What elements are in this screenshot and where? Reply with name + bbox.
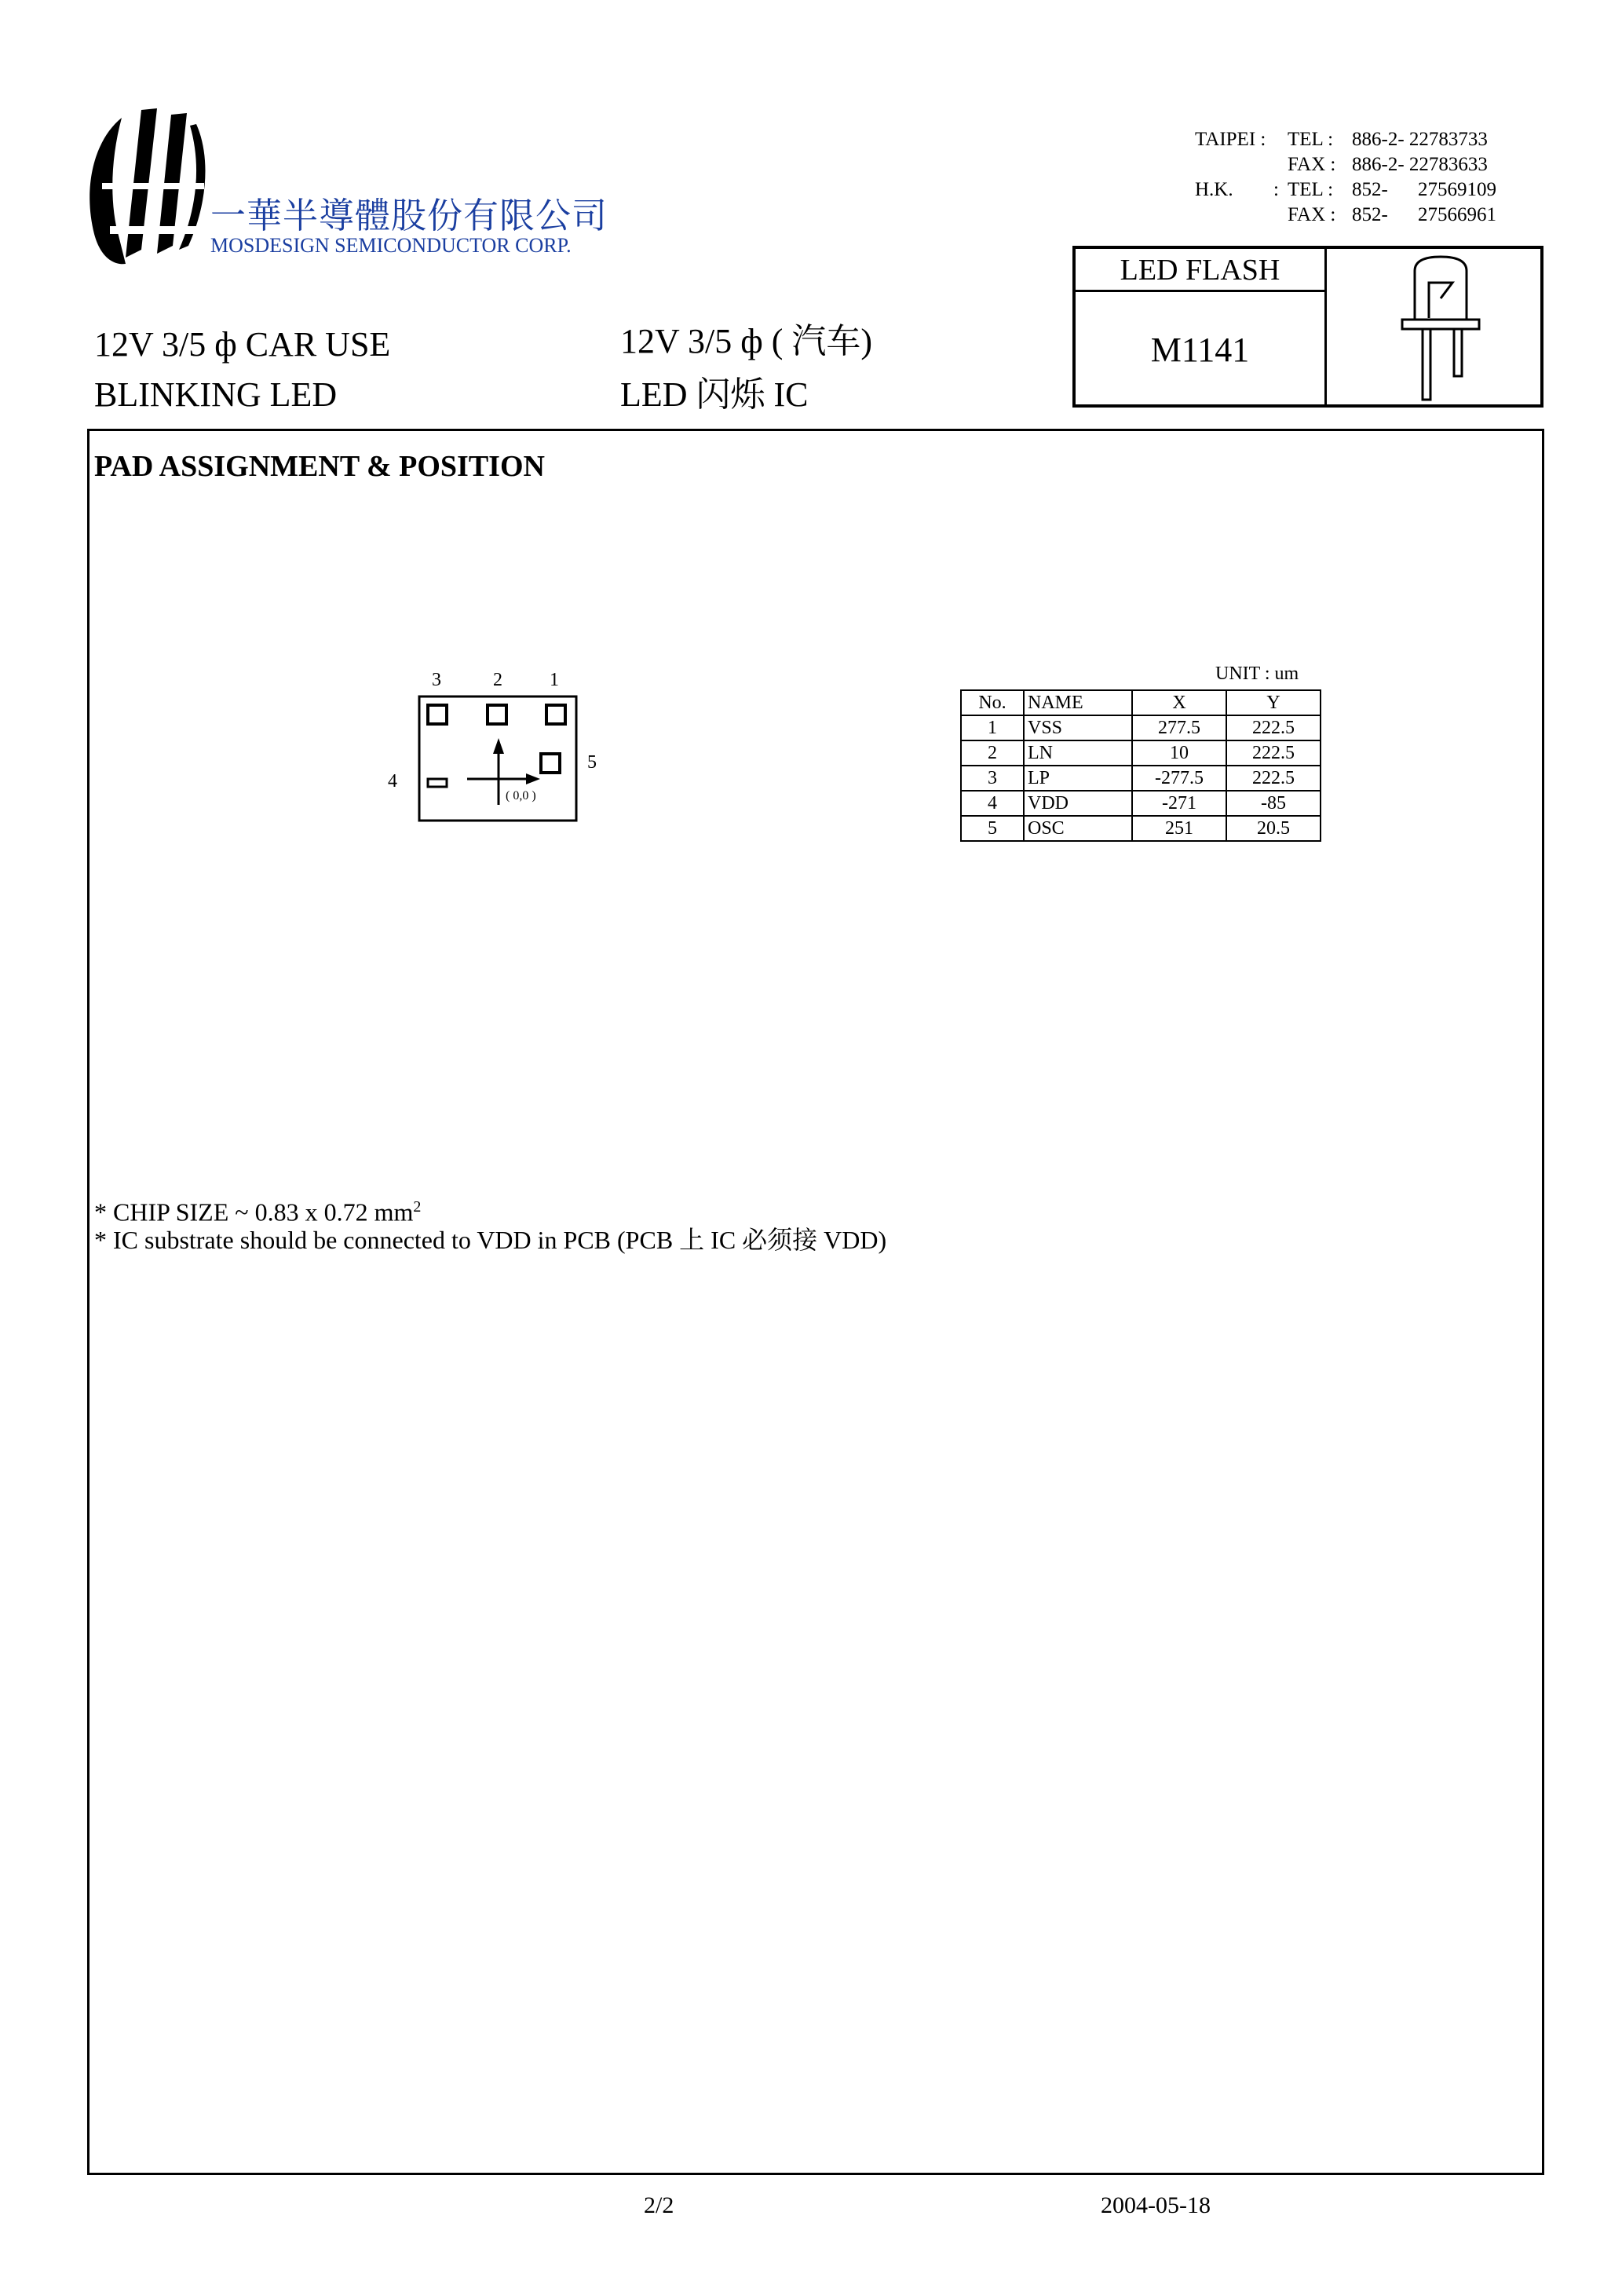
hk-tel-prefix: 852-	[1352, 179, 1388, 200]
led-component-icon	[1397, 255, 1484, 404]
cell-no: 2	[961, 740, 1024, 766]
pad-5	[541, 754, 560, 773]
section-title: PAD ASSIGNMENT & POSITION	[94, 450, 545, 483]
taipei-fax: 886-2- 22783633	[1352, 154, 1488, 175]
hk-fax-label: FAX :	[1288, 204, 1336, 225]
cell-no: 3	[961, 766, 1024, 791]
cell-x: 251	[1132, 816, 1226, 841]
cell-name: LP	[1024, 766, 1132, 791]
pad-4	[428, 779, 447, 787]
cell-name: VSS	[1024, 715, 1132, 740]
pad-label-3: 3	[432, 670, 441, 690]
pad-label-5: 5	[587, 752, 597, 773]
document-date: 2004-05-18	[1101, 2192, 1211, 2218]
cell-y: -85	[1226, 791, 1321, 816]
note-chip-size-superscript: 2	[413, 1198, 422, 1216]
hk-label: H.K.	[1195, 179, 1233, 200]
product-box-divider-h	[1076, 290, 1324, 292]
header-no: No.	[961, 690, 1024, 715]
taipei-tel-label: TEL :	[1288, 129, 1334, 150]
pad-label-2: 2	[493, 670, 502, 690]
table-row	[961, 766, 1321, 791]
pad-3	[428, 705, 447, 724]
cell-x: 10	[1132, 740, 1226, 766]
cell-no: 5	[961, 816, 1024, 841]
page-number: 2/2	[644, 2192, 674, 2218]
cell-name: LN	[1024, 740, 1132, 766]
pad-2	[488, 705, 506, 724]
table-row	[961, 791, 1321, 816]
table-row	[961, 740, 1321, 766]
hk-fax: 27566961	[1418, 204, 1496, 225]
product-category: LED FLASH	[1120, 254, 1280, 287]
cell-no: 4	[961, 791, 1024, 816]
cell-name: OSC	[1024, 816, 1132, 841]
product-box-divider-v	[1324, 249, 1327, 404]
header-name: NAME	[1024, 690, 1132, 715]
taipei-tel: 886-2- 22783733	[1352, 129, 1488, 150]
company-name-chinese: 一華半導體股份有限公司	[210, 195, 608, 236]
pad-position-table	[960, 689, 1321, 842]
cell-y: 222.5	[1226, 766, 1321, 791]
origin-label: ( 0,0 )	[506, 789, 536, 803]
header-x: X	[1132, 690, 1226, 715]
pad-label-4: 4	[388, 771, 397, 792]
product-box	[1072, 246, 1543, 408]
cell-no: 1	[961, 715, 1024, 740]
table-header-row	[961, 690, 1321, 715]
cell-name: VDD	[1024, 791, 1132, 816]
hk-tel-label: TEL :	[1288, 179, 1334, 200]
content-frame	[87, 429, 1544, 2175]
header-y: Y	[1226, 690, 1321, 715]
title-en-line1: 12V 3/5 ф CAR USE	[94, 325, 391, 364]
chip-pad-diagram	[377, 660, 628, 840]
product-number: M1141	[1150, 331, 1250, 369]
hk-tel: 27569109	[1418, 179, 1496, 200]
table-row	[961, 715, 1321, 740]
unit-label: UNIT : um	[1215, 664, 1299, 684]
y-axis-arrowhead	[493, 738, 504, 754]
title-cn-line2: LED 闪烁 IC	[620, 375, 809, 414]
note-chip-size-text: * CHIP SIZE ~ 0.83 x 0.72 mm	[94, 1197, 414, 1227]
hk-fax-prefix: 852-	[1352, 204, 1388, 225]
taipei-label: TAIPEI :	[1195, 129, 1266, 150]
cell-x: -271	[1132, 791, 1226, 816]
cell-y: 20.5	[1226, 816, 1321, 841]
cell-x: -277.5	[1132, 766, 1226, 791]
title-en-line2: BLINKING LED	[94, 375, 338, 414]
pad-label-1: 1	[550, 670, 559, 690]
hk-colon: :	[1273, 179, 1279, 200]
company-logo-mark	[79, 108, 212, 265]
cell-y: 222.5	[1226, 740, 1321, 766]
table-row	[961, 816, 1321, 841]
x-axis-arrowhead	[526, 773, 540, 784]
pad-1	[546, 705, 565, 724]
note-substrate: * IC substrate should be connected to VDD in PCB (PCB 上 IC 必须接 VDD)	[94, 1226, 887, 1254]
cell-x: 277.5	[1132, 715, 1226, 740]
company-name-english: MOSDESIGN SEMICONDUCTOR CORP.	[210, 234, 572, 257]
title-cn-line1: 12V 3/5 ф ( 汽车)	[620, 322, 873, 360]
taipei-fax-label: FAX :	[1288, 154, 1336, 175]
note-chip-size	[94, 1192, 421, 1227]
cell-y: 222.5	[1226, 715, 1321, 740]
